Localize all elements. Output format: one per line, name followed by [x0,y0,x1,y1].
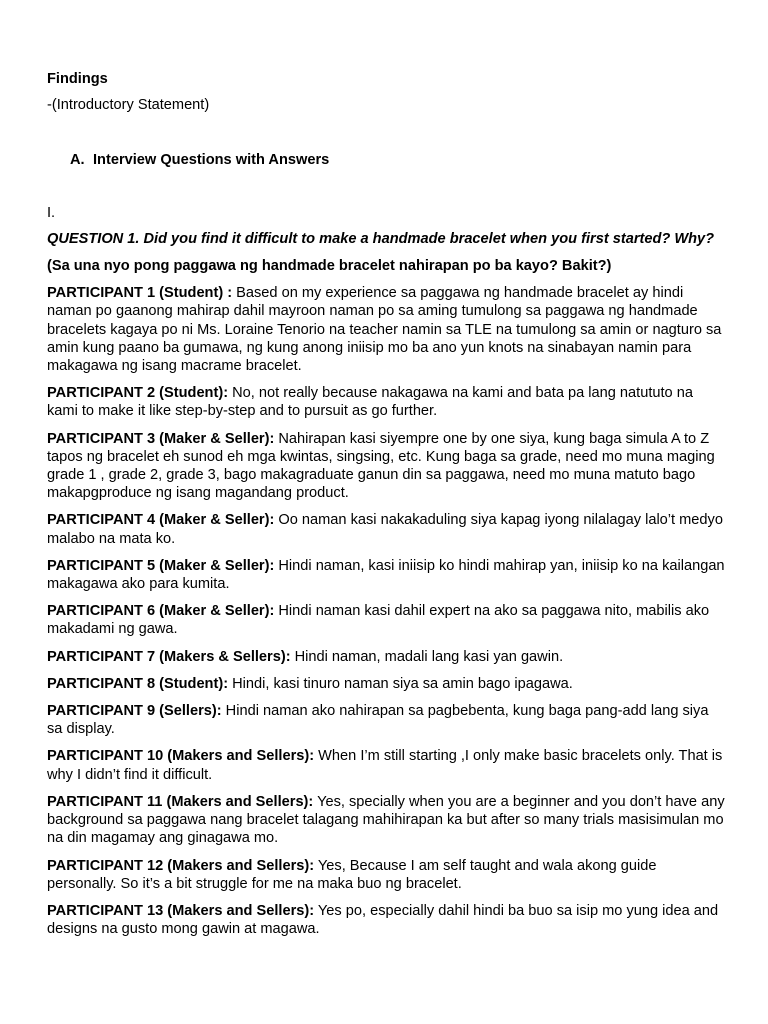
participant-label: PARTICIPANT 5 (Maker & Seller): [47,557,275,574]
section-heading [47,151,727,169]
participant-label: PARTICIPANT 8 (Student): [47,675,229,692]
answer-text: Hindi naman kasi dahil expert na ako sa paggawa nito, mabilis ako makadami ng gawa. [47,603,710,638]
answer-text: Hindi naman, kasi iniisip ko hindi mahirap yan, iniisip ko na kailangan makagawa ako para kumita. [47,557,725,593]
answer-item [47,284,727,375]
answer-text: Hindi naman ako nahirapan sa pagbebenta, kung baga pang-add lang siya sa display. [47,703,709,738]
answer-item [47,557,727,593]
answer-item [47,702,727,738]
answer-text: Oo naman kasi nakakaduling siya kapag iyong nilalagay lalo’t medyo malabo na mata ko. [47,512,723,547]
answer-item [47,430,727,503]
participant-label: PARTICIPANT 6 (Maker & Seller): [47,603,275,620]
answer-text: Yes, specially when you are a beginner and you don’t have any background sa paggawa nang bracelet talagang mahihirapan ka but after so many trials masisimulan mo na din magamay ang ginagawa mo. [47,793,725,847]
answer-text: Yes, Because I am self taught and wala akong guide personally. So it’s a bit struggle for me na maka buo ng bracelet. [47,857,657,892]
answers-list [47,284,727,938]
answer-item [47,857,727,893]
answer-text: Nahirapan kasi siyempre one by one siya, kung baga simula A to Z tapos ng bracelet eh sunod eh mga kwintas, singsing, etc. Kung baga sa grade, need mo muna maging grade 1 , grade 2, grade 3, bago makagraduate ganun din sa paggawa, need mo muna matuto bago makapgproduce ng isang magandang product. [47,430,715,502]
introductory-statement: -(Introductory Statement) [47,97,210,114]
participant-label: PARTICIPANT 13 (Makers and Sellers): [47,902,315,919]
answer-item [47,793,727,848]
answer-item [47,384,727,420]
participant-label: PARTICIPANT 10 (Makers and Sellers): [47,748,315,765]
section-title: Interview Questions with Answers [93,152,330,169]
answer-item [47,648,727,666]
findings-heading: Findings [47,71,108,87]
answer-item [47,747,727,783]
participant-label: PARTICIPANT 12 (Makers and Sellers): [47,857,315,874]
answer-item [47,902,727,938]
question-1-translation: (Sa una nyo pong paggawa ng handmade bracelet nahirapan po ba kayo? Bakit?) [47,258,612,275]
document-page [47,70,727,947]
answer-item [47,675,727,693]
roman-numeral: I. [47,204,56,221]
participant-label: PARTICIPANT 2 (Student): [47,385,229,402]
answer-text: Based on my experience sa paggawa ng handmade bracelet ay hindi naman po gaanong mahirap dahil mayroon naman po sa aming tumulong sa paggawa ng handmade bracelets kagaya po ni Ms. Loraine Tenorio na teacher namin sa TLE na tumulong sa amin or nagturo sa amin kung paano ba gumawa, ng kung anong iniisip mo ba ano yun knots na sinabayan namin para makagawa ng isang macrame bracelet. [47,285,722,375]
answer-item [47,511,727,547]
question-1: QUESTION 1. Did you find it difficult to make a handmade bracelet when you first started? Why? [47,230,715,247]
participant-label: PARTICIPANT 1 (Student) : [47,285,233,302]
participant-label: PARTICIPANT 7 (Makers & Sellers): [47,648,291,665]
answer-text: When I’m still starting ,I only make basic bracelets only. That is why I didn’t find it difficult. [47,748,723,783]
participant-label: PARTICIPANT 11 (Makers and Sellers): [47,793,314,810]
participant-label: PARTICIPANT 9 (Sellers): [47,703,222,720]
answer-item [47,602,727,638]
section-letter: A. [70,152,85,169]
answer-text: Hindi naman, madali lang kasi yan gawin. [290,648,564,665]
answer-text: Hindi, kasi tinuro naman siya sa amin bago ipagawa. [228,675,573,692]
answer-text: Yes po, especially dahil hindi ba buo sa isip mo yung idea and designs na gusto mong gawin at magawa. [47,902,719,938]
participant-label: PARTICIPANT 3 (Maker & Seller): [47,430,275,447]
participant-label: PARTICIPANT 4 (Maker & Seller): [47,512,275,529]
answer-text: No, not really because nakagawa na kami and bata pa lang natututo na kami to make it like step-by-step and to pursuit as go further. [47,385,693,420]
